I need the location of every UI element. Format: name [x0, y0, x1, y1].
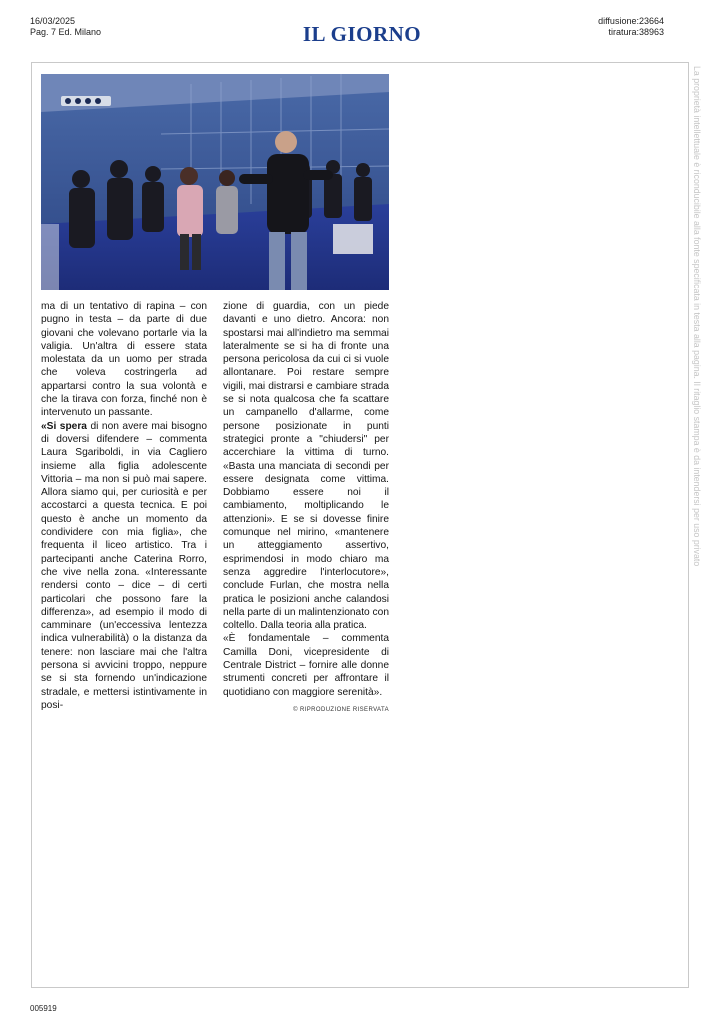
page-edition: Pag. 7 Ed. Milano [30, 27, 102, 37]
rights-notice: © RIPRODUZIONE RISERVATA [293, 706, 389, 713]
clipping-meta-right [598, 16, 664, 38]
copyright-side-note: La proprietà intellettuale è riconducibile alla fonte specificata in testa alla pagina. Il ritaglio stampa è da intendersi per uso privato [692, 66, 702, 567]
article-photo [41, 74, 389, 290]
article-column-2 [223, 300, 389, 717]
paragraph-text: di non avere mai bisogno di doversi difendere – commenta Laura Sgariboldi, in via Cagliero insieme alla figlia adolescente Vittoria – ma non si può mai sapere. Allora siamo qui, per curiosità e per accostarci a questa tecnica. E poi questo è anche un momento da condividere con mia figlia», che frequenta il liceo artistico. Tra i partecipanti anche Caterina Rorro, che vive nella zona. «Interessante rendersi conto – dice – di certi particolari che possono fare la differenza», ad esempio il modo di camminare (un'eccessiva lentezza indica vulnerabilità) o la distanza da tenere: non lasciare mai che l'altra persona si avvicini troppo, neppure se si sta fornendo un'indicazione stradale, e mettersi istintivamente in posi- [41, 420, 207, 711]
diffusione-count: diffusione:23664 [598, 16, 664, 26]
article-paragraph: ma di un tentativo di rapina – con pugno in testa – da parte di due giovani che volevano portarle via la valigia. Un'altra di essere stata molestata da un uomo per strada che voleva costringerla ad appartarsi contro la sua volontà e che la tirava con forza, finché non è intervenuto un passante. [41, 301, 207, 419]
article-paragraph: zione di guardia, con un piede davanti e uno dietro. Ancora: non spostarsi mai all'indietro ma semmai lateralmente se si ha di fronte una persona pericolosa da cui ci si vuole allontanare. Poi restare sempre vigili, mai distrarsi e cambiare strada se si nota qualcosa che fa scattare un campanello d'allarme, come persone posizionate in punti strategici pronte a "chiudersi" per accerchiare la vittima di turno. «Basta una manciata di secondi per essere designata come vittima. Dobbiamo essere noi il cambiamento, moltiplicando le attenzioni». E se si dovesse finire comunque nel mirino, «mantenere un atteggiamento assertivo, esprimendosi in modo chiaro ma senza aggredire l'interlocutore», conclude Furlan, che mostra nella pratica le posizioni anche calandosi nella parte di un malintenzionato con coltello. Dalla teoria alla pratica. [223, 301, 389, 632]
newspaper-masthead: IL GIORNO [302, 22, 422, 46]
tiratura-count: tiratura:38963 [608, 27, 664, 37]
page-code: 005919 [30, 1004, 57, 1013]
article-paragraph: «È fondamentale – commenta Camilla Doni, vicepresidente di Centrale District – fornire alle donne strumenti concreti per affrontare il quotidiano con maggiore serenità». [223, 633, 389, 698]
article-column-1 [41, 300, 207, 712]
article-paragraph [41, 420, 207, 713]
publication-date: 16/03/2025 [30, 16, 76, 26]
photo-self-defense-class-icon [41, 74, 389, 290]
lead-in-bold: «Si spera [41, 420, 87, 432]
